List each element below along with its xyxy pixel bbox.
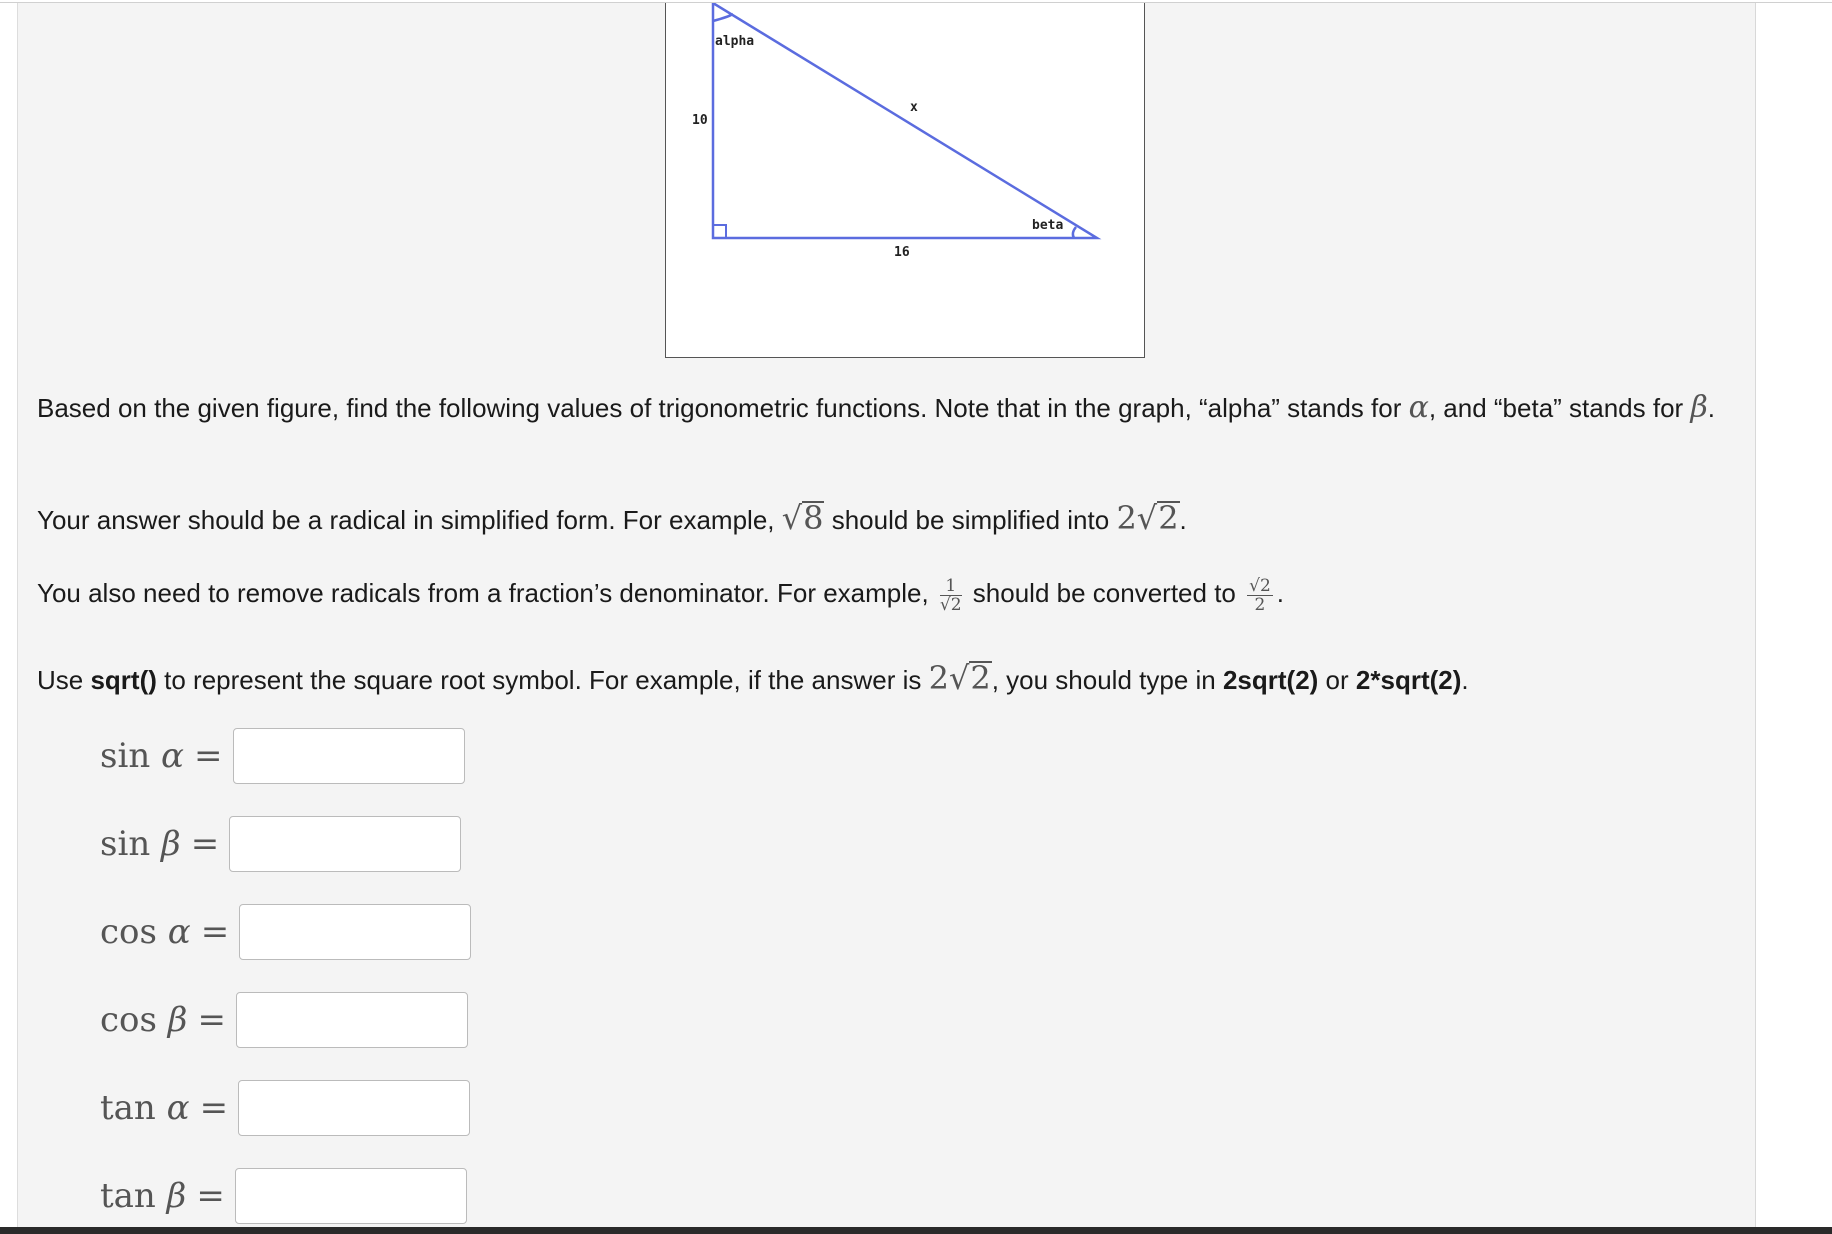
cos-alpha-input[interactable]: [239, 904, 471, 960]
right-rail: [1757, 3, 1832, 1227]
function-name: cos: [100, 912, 157, 952]
instruction-paragraph-3: [37, 573, 1752, 614]
p2-text-b: should be simplified into: [824, 505, 1117, 535]
beta-angle-arc: [1073, 227, 1076, 238]
tan-beta-label: [100, 1176, 186, 1216]
sin-beta-input[interactable]: [229, 816, 461, 872]
cos-alpha-label: [100, 912, 191, 952]
answer-row-cos-alpha: [100, 902, 471, 962]
sin-alpha-input[interactable]: [233, 728, 465, 784]
p3-text-a: You also need to remove radicals from a fraction’s denominator. For example,: [37, 578, 936, 608]
p4-text-a: Use: [37, 665, 91, 695]
function-name: tan: [100, 1176, 156, 1216]
right-angle-marker: [713, 225, 726, 238]
p3-text-b: should be converted to: [965, 578, 1244, 608]
coefficient-2: 2: [1116, 499, 1137, 537]
p4-text-d: or: [1318, 665, 1356, 695]
instruction-paragraph-2: [37, 498, 1752, 540]
sin-beta-label: [100, 824, 181, 864]
left-gutter: [0, 3, 18, 1227]
p3-text-c: .: [1276, 578, 1284, 608]
function-name: cos: [100, 1000, 157, 1040]
fraction-2-numerator: √2: [1249, 575, 1271, 596]
example-answer-2: 2*sqrt(2): [1355, 665, 1462, 695]
p4-text-e: .: [1461, 665, 1469, 695]
radical-sign: √: [781, 499, 803, 537]
answer-row-sin-alpha: [100, 726, 465, 786]
beta-symbol: β: [1690, 390, 1708, 425]
function-name: tan: [100, 1088, 156, 1128]
bottom-bar: [0, 1227, 1832, 1234]
variable-symbol: β: [167, 1000, 188, 1040]
fraction-1-denominator: √2: [939, 594, 962, 615]
answer-row-tan-beta: [100, 1166, 467, 1226]
alpha-label: alpha: [715, 34, 755, 49]
alpha-angle-arc: [713, 14, 733, 21]
example-radical-sign: √: [948, 659, 970, 697]
fraction-example-2: [1247, 577, 1273, 614]
example-answer-1: 2sqrt(2): [1222, 665, 1319, 695]
triangle-diagram: [666, 3, 1144, 357]
right-triangle: [713, 3, 1097, 238]
variable-symbol: α: [167, 912, 191, 952]
equals-sign: =: [199, 1088, 229, 1128]
function-name: sin: [100, 824, 151, 864]
horizontal-side-label: 16: [894, 245, 910, 260]
equals-sign: =: [197, 1000, 226, 1040]
variable-symbol: β: [166, 1176, 187, 1216]
answer-row-cos-beta: [100, 990, 468, 1050]
function-name: sin: [100, 736, 151, 776]
alpha-symbol: α: [1408, 390, 1429, 425]
variable-symbol: α: [161, 736, 185, 776]
equals-sign: =: [194, 736, 223, 776]
p4-text-b: to represent the square root symbol. For example, if the answer is: [156, 665, 929, 695]
variable-symbol: α: [166, 1088, 190, 1128]
sqrt-function-code: sqrt(): [90, 665, 157, 695]
fraction-example-1: [940, 577, 962, 614]
variable-symbol: β: [161, 824, 181, 864]
instruction-paragraph-1: [37, 388, 1752, 428]
beta-label: beta: [1032, 218, 1064, 233]
fraction-2-denominator: 2: [1254, 594, 1266, 615]
radicand-8: 8: [803, 499, 824, 537]
answer-row-sin-beta: [100, 814, 461, 874]
cos-beta-label: [100, 1000, 187, 1040]
equals-sign: =: [190, 824, 220, 864]
triangle-figure: [665, 3, 1145, 358]
tan-alpha-label: [100, 1088, 190, 1128]
fraction-1-numerator: 1: [940, 577, 962, 596]
instruction-paragraph-4: [37, 658, 1752, 700]
example-coefficient: 2: [928, 659, 949, 697]
tan-alpha-input[interactable]: [238, 1080, 470, 1136]
radicand-2: 2: [1158, 499, 1179, 537]
p2-text-c: .: [1179, 505, 1187, 535]
tan-beta-input[interactable]: [235, 1168, 467, 1224]
p4-text-c: , you should type in: [991, 665, 1223, 695]
p1-text-a: Based on the given figure, find the following values of trigonometric functions. Note that in the graph, “alpha” stands for: [37, 393, 1409, 423]
p2-text-a: Your answer should be a radical in simplified form. For example,: [37, 505, 782, 535]
hypotenuse-label: x: [910, 100, 918, 115]
vertical-side-label: 10: [692, 113, 708, 128]
equals-sign: =: [200, 912, 230, 952]
sin-alpha-label: [100, 736, 184, 776]
question-panel: [18, 3, 1756, 1227]
cos-beta-input[interactable]: [236, 992, 468, 1048]
radical-sign-2: √: [1136, 499, 1158, 537]
equals-sign: =: [196, 1176, 225, 1216]
p1-text-c: .: [1707, 393, 1716, 423]
answer-row-tan-alpha: [100, 1078, 470, 1138]
example-radicand: 2: [970, 659, 991, 697]
p1-text-b: , and “beta” stands for: [1428, 393, 1691, 423]
